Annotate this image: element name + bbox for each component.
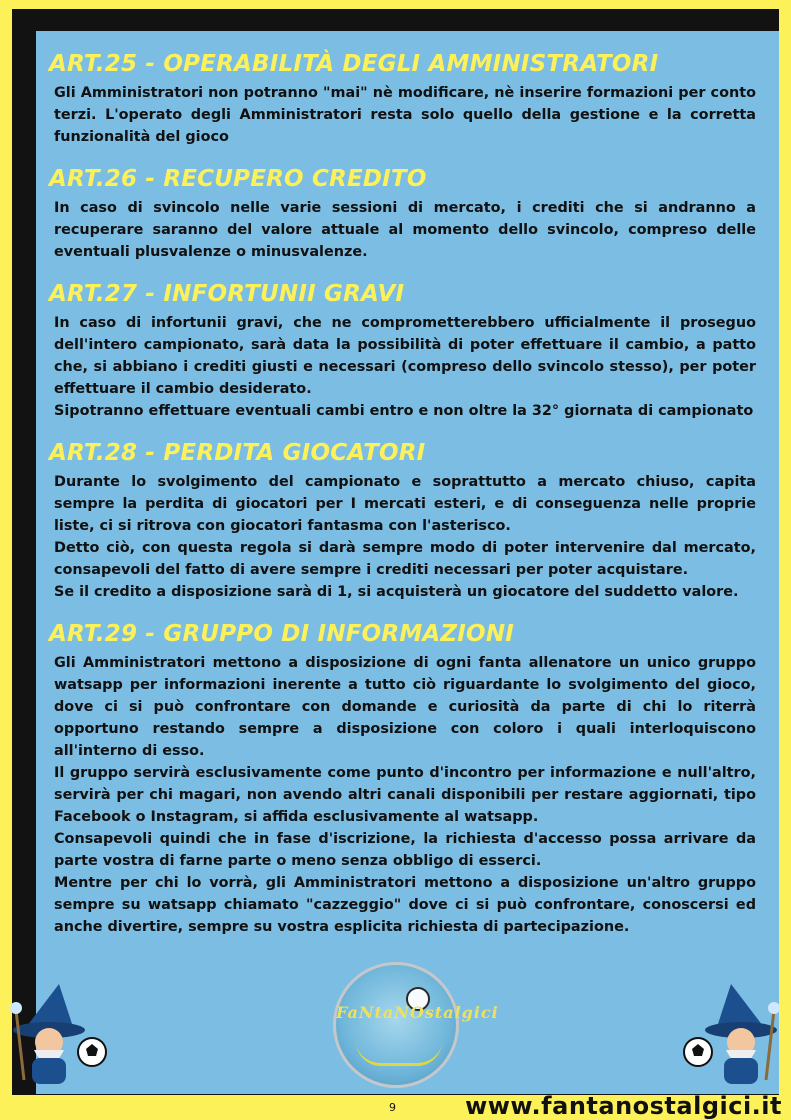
page-number: 9 xyxy=(389,1101,396,1114)
article-paragraph: Durante lo svolgimento del campionato e soprattutto a mercato chiuso, capita sempre la perdita di giocatori per I mercati esteri, e di conseguenza nelle proprie liste, ci si ritrova con giocatori fantasma con l'asterisco. xyxy=(54,474,756,534)
article-heading: ART.27 - INFORTUNII GRAVI xyxy=(49,281,405,307)
article-paragraph: In caso di infortunii gravi, che ne comprometterebbero ufficialmente il proseguo dell'intero campionato, sarà data la possibilità di poter effettuare il cambio, a patto che, si abbiano i crediti giusti e necessari (compreso dello svincolo stesso), per poter effettuare il cambio desiderato. xyxy=(54,315,756,397)
article-heading: ART.29 - GRUPPO DI INFORMAZIONI xyxy=(49,621,515,647)
article-paragraph: Detto ciò, con questa regola si darà sempre modo di poter intervenire dal mercato, consapevoli del fatto di avere sempre i crediti necessari per poter acquistare. xyxy=(54,540,756,578)
article-27 xyxy=(49,279,756,422)
article-list xyxy=(49,49,756,954)
website-link[interactable]: www.fantanostalgici.it xyxy=(465,1092,782,1120)
fantanostalgici-logo xyxy=(333,962,499,1088)
page-frame xyxy=(12,9,779,1095)
article-paragraph: Gli Amministratori non potranno "mai" nè modificare, nè inserire formazioni per conto terzi. L'operato degli Amministratori resta solo quello della gestione e la corretta funzionalità del gioco xyxy=(54,85,756,145)
article-paragraph: In caso di svincolo nelle varie sessioni di mercato, i crediti che si andranno a recuperare saranno del valore attuale al momento dello svincolo, compreso delle eventuali plusvalenze o minusvalenze. xyxy=(54,200,756,260)
article-29 xyxy=(49,619,756,938)
article-paragraph: Se il credito a disposizione sarà di 1, si acquisterà un giocatore del suddetto valore. xyxy=(54,584,739,600)
content-panel xyxy=(36,31,779,1094)
wizard-mascot-icon xyxy=(4,980,114,1090)
article-heading: ART.28 - PERDITA GIOCATORI xyxy=(49,440,426,466)
article-26 xyxy=(49,164,756,263)
article-paragraph: Consapevoli quindi che in fase d'iscrizione, la richiesta d'accesso possa arrivare da parte vostra di farne parte o meno senza obbligo di esserci. xyxy=(54,831,756,869)
logo-signature xyxy=(356,1041,442,1066)
article-paragraph: Mentre per chi lo vorrà, gli Amministratori mettono a disposizione un'altro gruppo sempre su watsapp chiamato "cazzeggio" dove ci si può confrontare, conoscersi ed anche divertire, sempre su vostra esplicita richiesta di partecipazione. xyxy=(54,875,756,935)
article-28 xyxy=(49,438,756,603)
article-paragraph: Sipotranno effettuare eventuali cambi entro e non oltre la 32° giornata di campionato xyxy=(54,403,754,419)
logo-text: FaNtaNOstalgici xyxy=(336,1003,499,1022)
wizard-mascot-icon xyxy=(676,980,786,1090)
article-heading: ART.26 - RECUPERO CREDITO xyxy=(49,166,427,192)
article-25 xyxy=(49,49,756,148)
article-heading: ART.25 - OPERABILITÀ DEGLI AMMINISTRATORI xyxy=(49,51,659,77)
article-paragraph: Gli Amministratori mettono a disposizione di ogni fanta allenatore un unico gruppo watsapp per informazioni inerente a tutto ciò riguardante lo svolgimento del gioco, dove ci si può confrontare con domande e curiosità da parte di chi lo riterrà opportuno restando sempre a disposizione con coloro i quali interloquiscono all'interno di esso. xyxy=(54,655,756,759)
article-paragraph: Il gruppo servirà esclusivamente come punto d'incontro per informazione e null'altro, servirà per chi magari, non avendo altri canali disponibili per restare aggiornati, tipo Facebook o Instagram, si affida esclusivamente al watsapp. xyxy=(54,765,756,825)
